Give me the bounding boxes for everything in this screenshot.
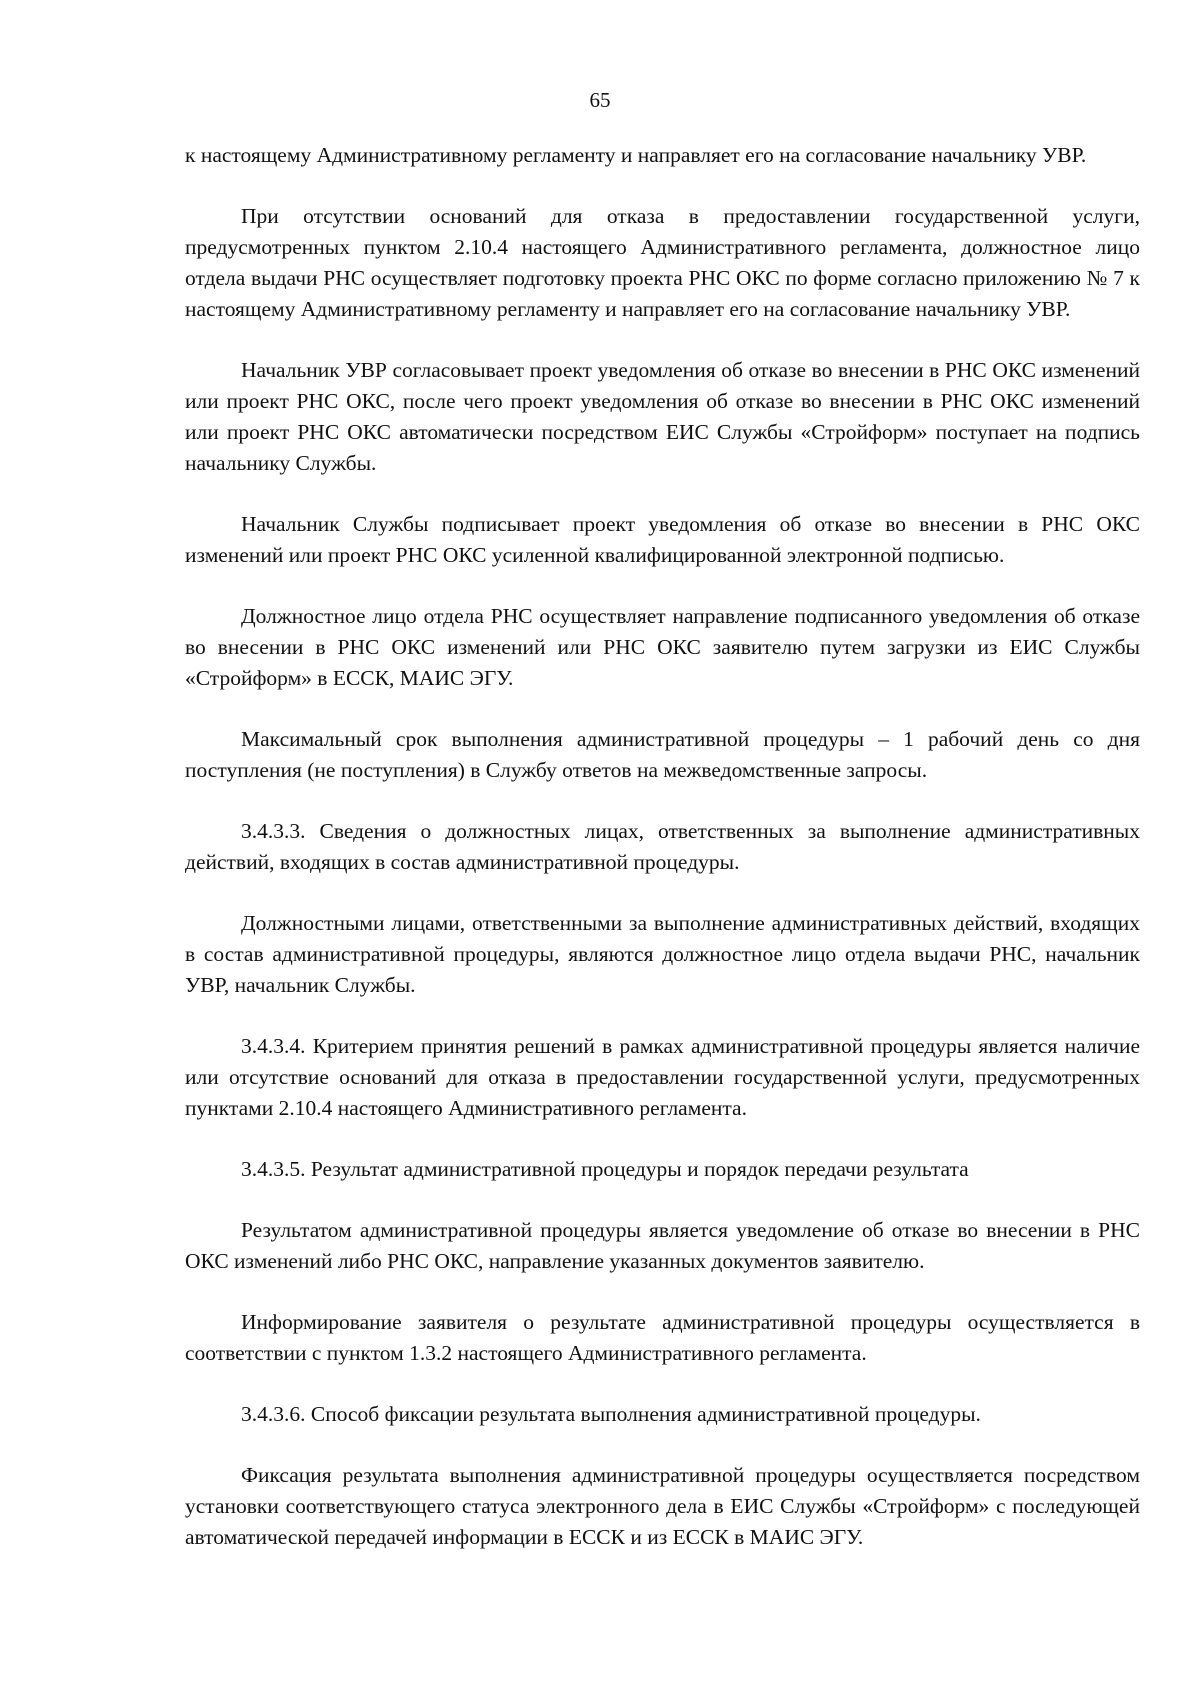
paragraph-informing: Информирование заявителя о результате административной процедуры осуществляется в соответствии с пунктом 1.3.2 настоящего Административного регламента. <box>185 1310 1140 1365</box>
section-3-4-3-6-heading: 3.4.3.6. Способ фиксации результата выполнения административной процедуры. <box>241 1402 981 1426</box>
paragraph-head-signature: Начальник Службы подписывает проект уведомления об отказе во внесении в РНС ОКС изменений или проект РНС ОКС усиленной квалифицированной электронной подписью. <box>185 512 1140 567</box>
paragraph-continuation: к настоящему Административному регламенту и направляет его на согласование начальнику УВР. <box>185 143 1087 167</box>
paragraph-fixation: Фиксация результата выполнения административной процедуры осуществляется посредством установки соответствующего статуса электронного дела в ЕИС Службы «Стройформ» с последующей автоматической передачей информации в ЕССК и из ЕССК в МАИС ЭГУ. <box>185 1463 1140 1549</box>
paragraph-responsible-officials: Должностными лицами, ответственными за выполнение административных действий, входящих в состав административной процедуры, являются должностное лицо отдела выдачи РНС, начальник УВР, начальник Службы. <box>185 911 1140 997</box>
paragraph-max-term: Максимальный срок выполнения административной процедуры – 1 рабочий день со дня поступления (не поступления) в Службу ответов на межведомственные запросы. <box>185 727 1140 782</box>
section-3-4-3-3-heading: 3.4.3.3. Сведения о должностных лицах, ответственных за выполнение административных действий, входящих в состав административной процедуры. <box>185 819 1140 874</box>
paragraph-sending-to-applicant: Должностное лицо отдела РНС осуществляет направление подписанного уведомления об отказе во внесении в РНС ОКС изменений или РНС ОКС заявителю путем загрузки из ЕИС Службы «Стройформ» в ЕССК, МАИС ЭГУ. <box>185 604 1140 690</box>
paragraph-uvr-approval: Начальник УВР согласовывает проект уведомления об отказе во внесении в РНС ОКС изменений или проект РНС ОКС, после чего проект уведомления об отказе во внесении в РНС ОКС изменений или проект РНС ОКС автоматически посредством ЕИС Службы «Стройформ» поступает на подпись начальнику Службы. <box>185 358 1140 475</box>
paragraph-rns-preparation: При отсутствии оснований для отказа в предоставлении государственной услуги, предусмотренных пунктом 2.10.4 настоящего Административного регламента, должностное лицо отдела выдачи РНС осуществляет подготовку проекта РНС ОКС по форме согласно приложению № 7 к настоящему Административному регламенту и направляет его на согласование начальнику УВР. <box>185 204 1140 321</box>
page-number: 65 <box>589 88 611 112</box>
section-3-4-3-5-heading: 3.4.3.5. Результат административной процедуры и порядок передачи результата <box>241 1157 969 1181</box>
paragraph-result: Результатом административной процедуры является уведомление об отказе во внесении в РНС ОКС изменений либо РНС ОКС, направление указанных документов заявителю. <box>185 1218 1140 1273</box>
document-body <box>185 140 1140 1583</box>
section-3-4-3-4-criteria: 3.4.3.4. Критерием принятия решений в рамках административной процедуры является наличие или отсутствие оснований для отказа в предоставлении государственной услуги, предусмотренных пунктами 2.10.4 настоящего Административного регламента. <box>185 1034 1140 1120</box>
